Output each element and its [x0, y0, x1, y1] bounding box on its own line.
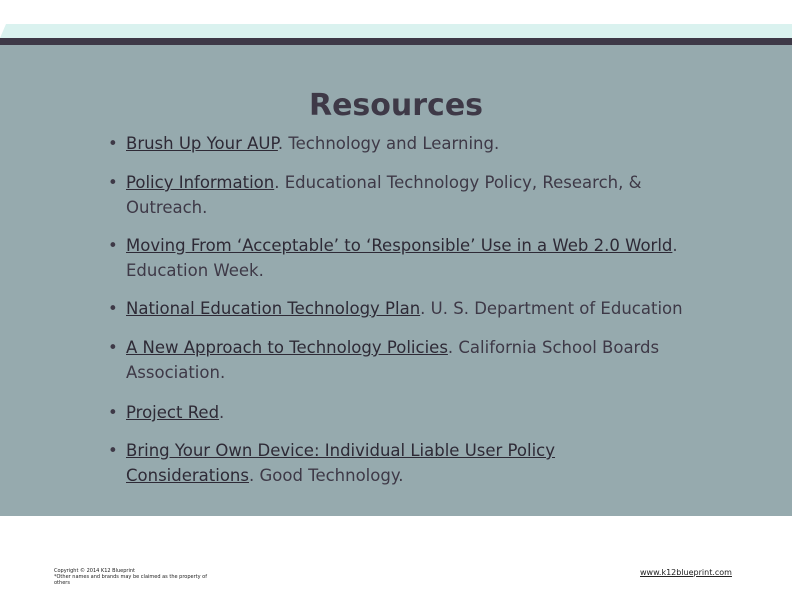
resource-link[interactable]: National Education Technology Plan [126, 299, 421, 318]
copyright-text: Copyright © 2014 K12 Blueprint [54, 568, 135, 574]
item-text: . Good Technology. [248, 466, 404, 485]
bullet: • [108, 338, 118, 357]
resource-link[interactable]: Bring Your Own Device: Individual Liable User Policy Considerations [126, 441, 556, 485]
item-text: . Education Week. [126, 236, 678, 280]
bullet: • [108, 134, 118, 153]
list-item [108, 335, 688, 385]
website-link[interactable]: www.k12blueprint.com [640, 568, 732, 577]
slide-title: Resources [308, 88, 484, 123]
bullet: • [108, 236, 118, 255]
list-item [108, 170, 688, 220]
bullet: • [108, 173, 118, 192]
resource-link[interactable]: Brush Up Your AUP [126, 134, 278, 153]
resource-list [108, 131, 688, 488]
item-text: . Educational Technology Policy, Research, & Outreach. [126, 173, 642, 217]
item-text: . [219, 403, 225, 422]
top-dark-bar [0, 38, 792, 45]
item-text: . California School Boards Association. [126, 338, 660, 382]
bullet: • [108, 299, 118, 318]
bullet: • [108, 403, 118, 422]
resource-link[interactable]: Moving From ‘Acceptable’ to ‘Responsible’ Use in a Web 2.0 World [126, 236, 673, 255]
list-item [108, 400, 688, 425]
list-item [108, 233, 688, 283]
resource-link[interactable]: A New Approach to Technology Policies [126, 338, 448, 357]
list-item [108, 438, 688, 488]
list-item [108, 131, 688, 156]
item-text: . Technology and Learning. [277, 134, 500, 153]
resource-link[interactable]: Policy Information [126, 173, 275, 192]
top-accent-band [0, 24, 792, 38]
item-text: . U. S. Department of Education [420, 299, 683, 318]
bullet: • [108, 441, 118, 460]
footer-copyright [54, 568, 224, 586]
resource-link[interactable]: Project Red [126, 403, 220, 422]
trademark-note: *Other names and brands may be claimed as the property of others [54, 574, 207, 586]
list-item [108, 296, 688, 321]
